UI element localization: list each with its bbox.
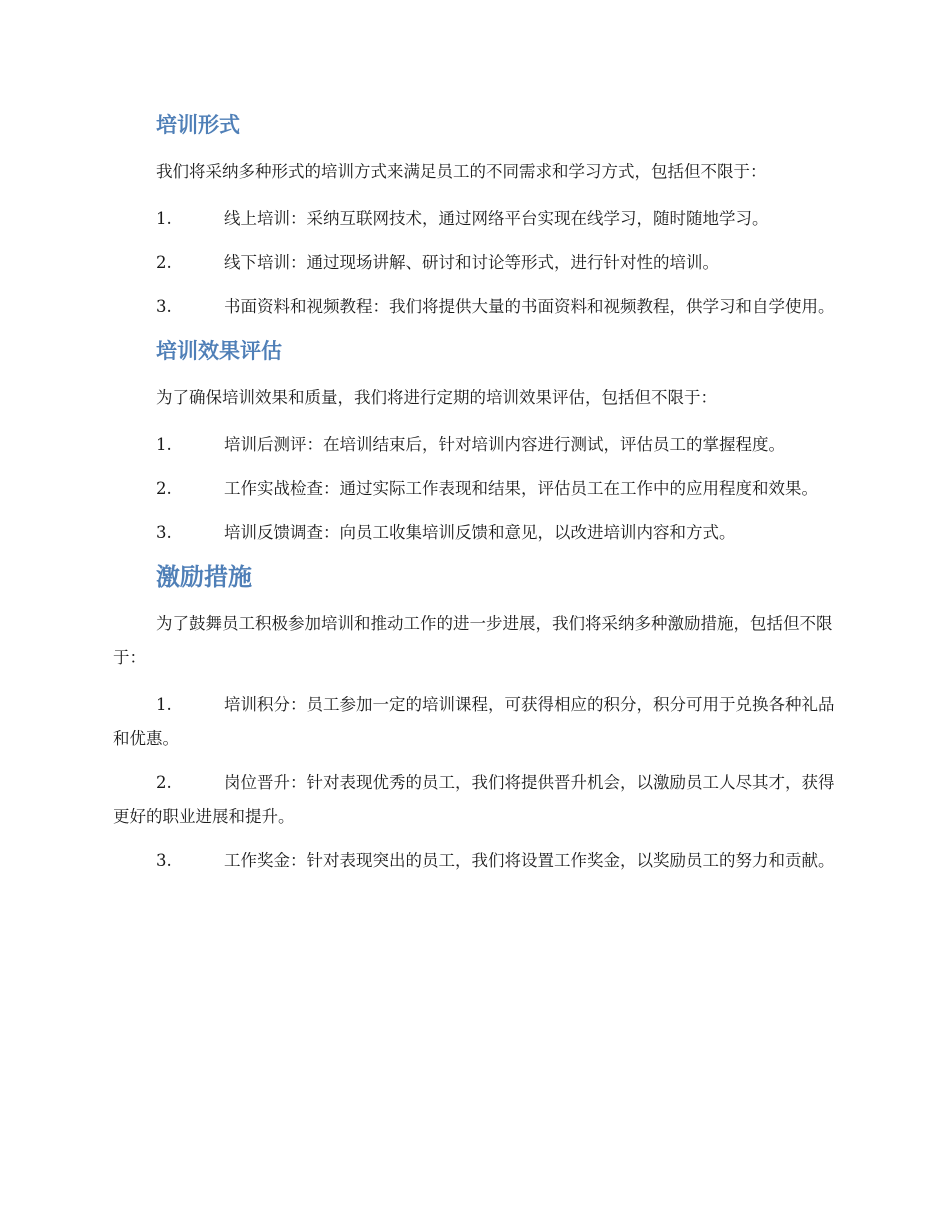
list-number: 1. — [156, 695, 172, 714]
section-intro: 为了鼓舞员工积极参加培训和推动工作的进一步进展，我们将采纳多种激励措施，包括但不限于： — [113, 614, 833, 667]
list-number: 2. — [156, 479, 172, 498]
list-text: 工作奖金：针对表现突出的员工，我们将设置工作奖金，以奖励员工的努力和贡献。 — [224, 851, 835, 870]
list-item — [113, 246, 843, 280]
list-number: 1. — [156, 209, 172, 228]
list-text: 培训反馈调查：向员工收集培训反馈和意见，以改进培训内容和方式。 — [224, 523, 736, 542]
section-intro: 我们将采纳多种形式的培训方式来满足员工的不同需求和学习方式，包括但不限于： — [156, 162, 767, 181]
section-intro: 为了确保培训效果和质量，我们将进行定期的培训效果评估，包括但不限于： — [156, 388, 717, 407]
list-item — [113, 844, 843, 878]
list-text: 工作实战检查：通过实际工作表现和结果，评估员工在工作中的应用程度和效果。 — [224, 479, 818, 498]
section-heading: 培训形式 — [156, 113, 240, 137]
document-body — [113, 108, 843, 878]
list-number: 3. — [156, 523, 172, 542]
list-text: 书面资料和视频教程：我们将提供大量的书面资料和视频教程，供学习和自学使用。 — [224, 297, 835, 316]
section-heading: 培训效果评估 — [156, 339, 282, 363]
list-number: 3. — [156, 297, 172, 316]
list-number: 2. — [156, 773, 172, 792]
list-item — [113, 290, 843, 324]
list-item — [113, 472, 843, 506]
list-number: 3. — [156, 851, 172, 870]
list-text: 线上培训：采纳互联网技术，通过网络平台实现在线学习，随时随地学习。 — [224, 209, 769, 228]
list-item — [113, 688, 843, 756]
list-text: 培训后测评：在培训结束后，针对培训内容进行测试，评估员工的掌握程度。 — [224, 435, 785, 454]
list-item — [113, 202, 843, 236]
list-item — [113, 766, 843, 834]
list-text: 岗位晋升：针对表现优秀的员工，我们将提供晋升机会，以激励员工人尽其才，获得更好的职业进展和提升。 — [113, 773, 835, 826]
list-text: 培训积分：员工参加一定的培训课程，可获得相应的积分，积分可用于兑换各种礼品和优惠。 — [113, 695, 835, 748]
section-heading: 激励措施 — [156, 563, 252, 591]
list-number: 1. — [156, 435, 172, 454]
list-item — [113, 428, 843, 462]
list-item — [113, 516, 843, 550]
list-number: 2. — [156, 253, 172, 272]
list-text: 线下培训：通过现场讲解、研讨和讨论等形式，进行针对性的培训。 — [224, 253, 719, 272]
